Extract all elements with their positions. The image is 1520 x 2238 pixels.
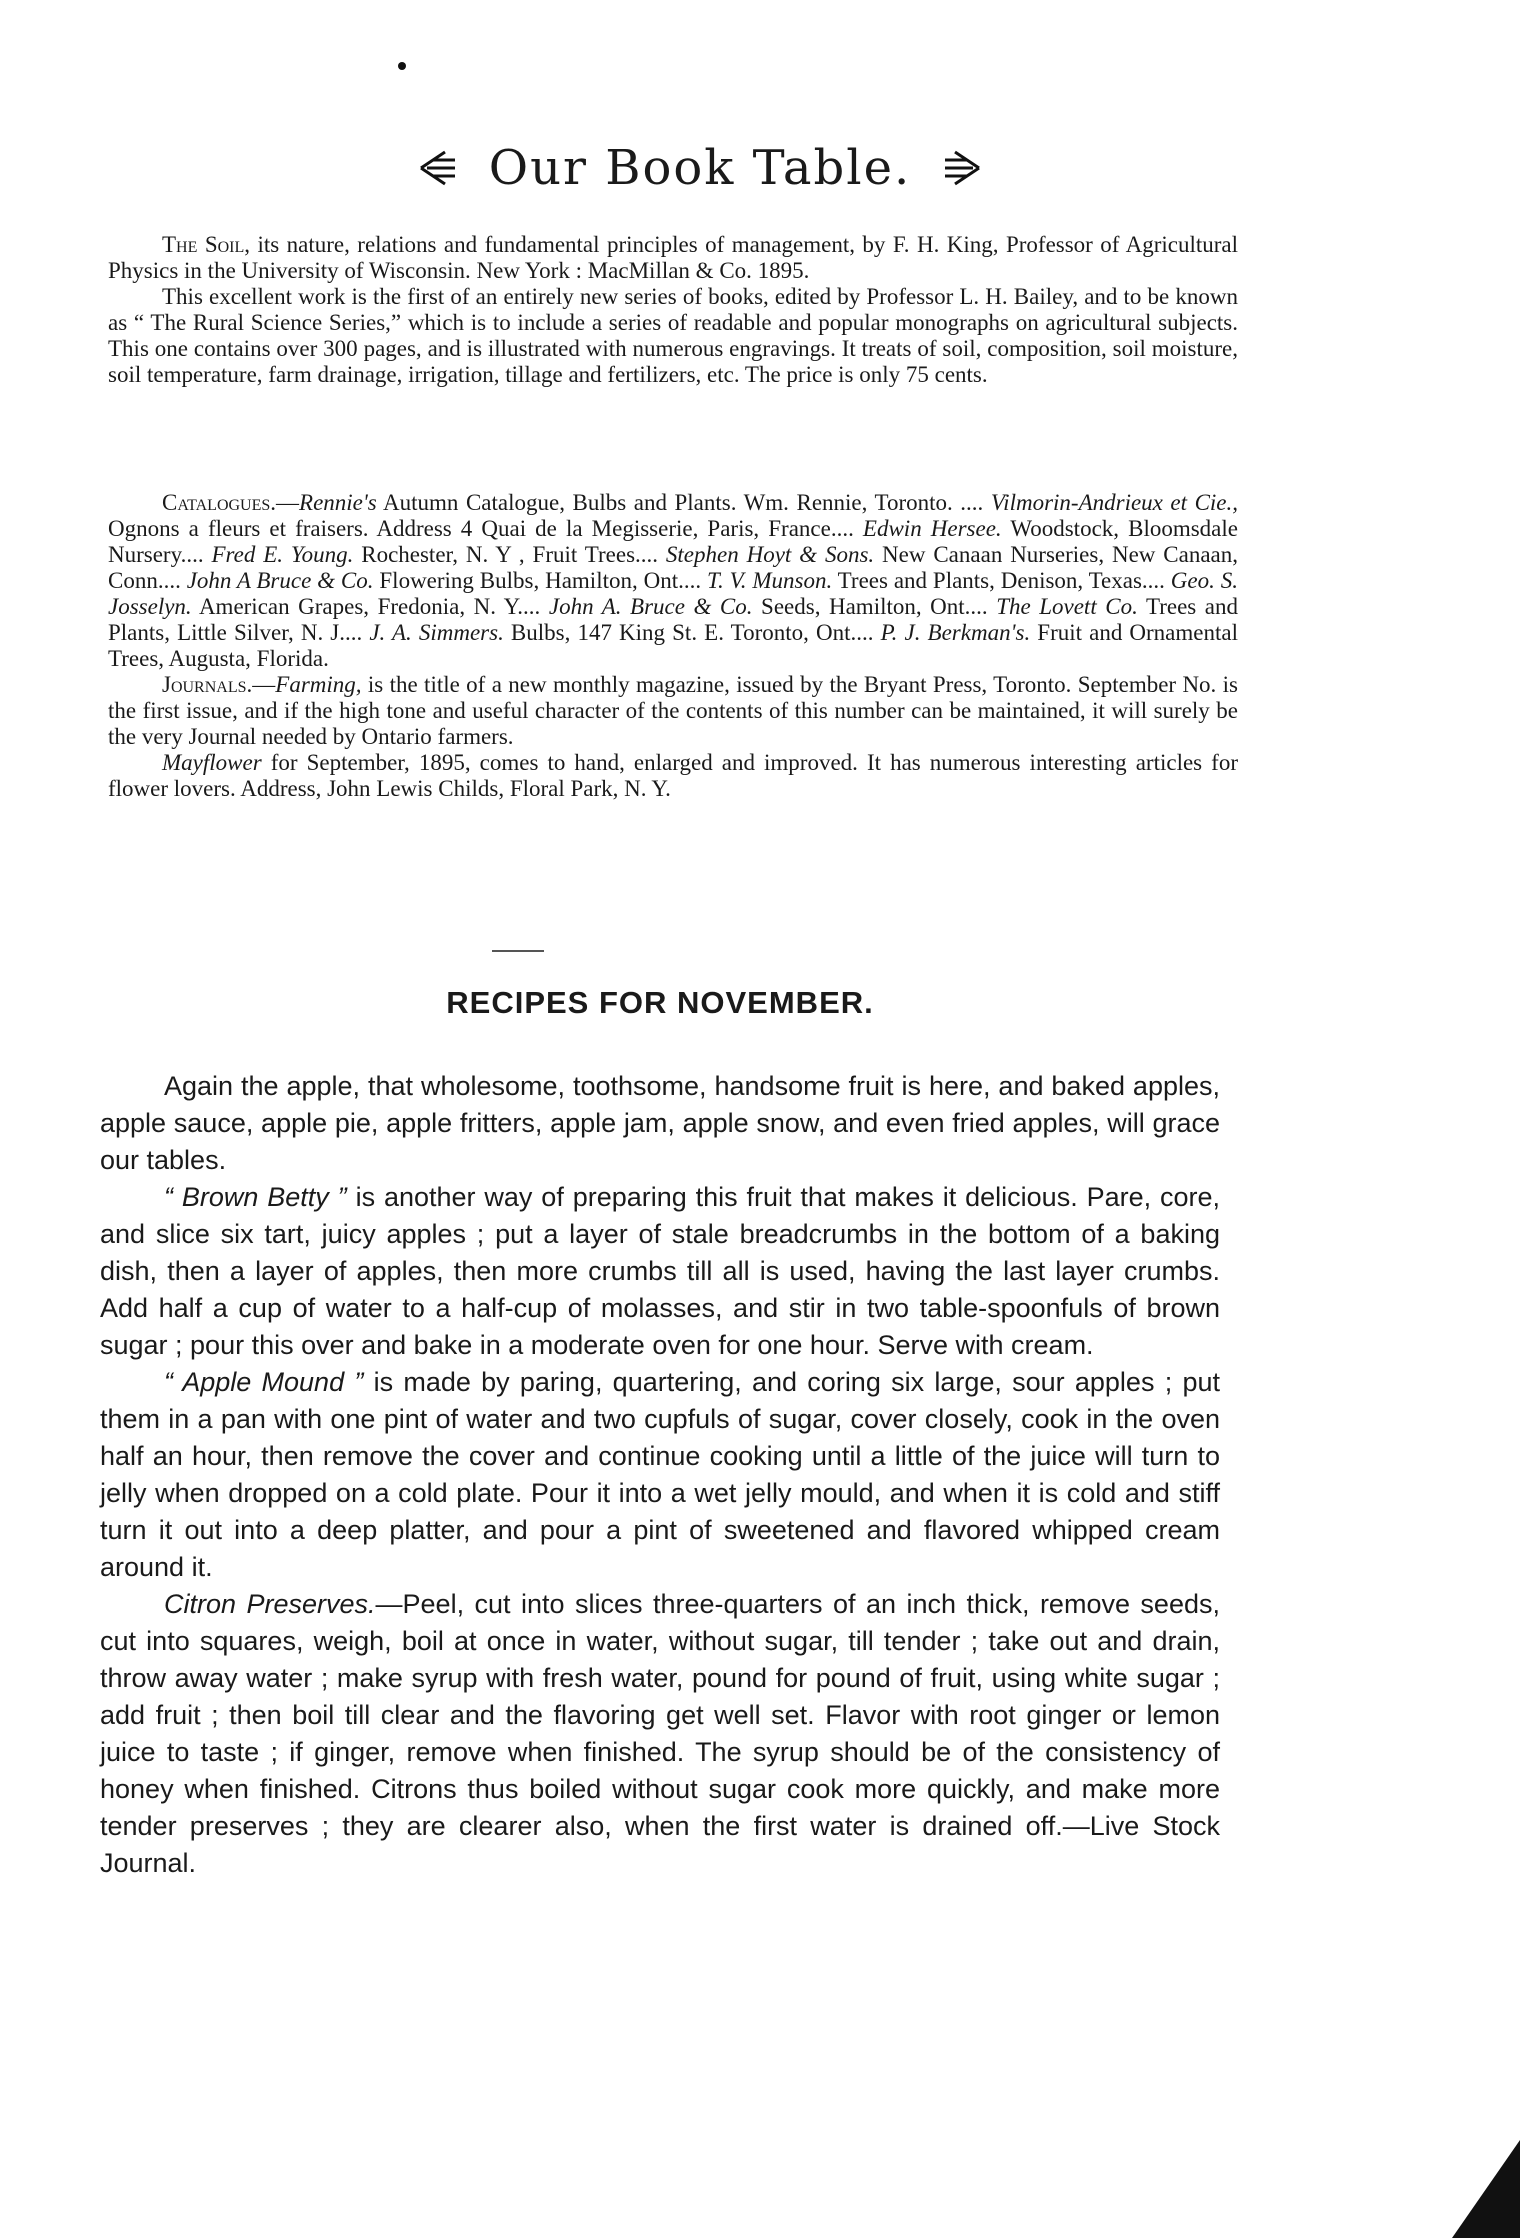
- catalogue-text: Trees and Plants, Little Silver, N. J....: [108, 594, 1238, 645]
- catalogue-name: John A Bruce & Co.: [186, 568, 374, 593]
- catalogues-block: [108, 490, 1238, 802]
- catalogues-entry: Catalogues.—Rennie's Autumn Catalogue, Bulbs and Plants. Wm. Rennie, Toronto. .... Vilmorin-Andrieux et Cie., Ognons a fleurs et fraisers. Address 4 Quai de la Megisserie, Paris, France.... Edwin Hersee. Woodstock, Bloomsdale Nursery.... Fred E. Young. Rochester, N. Y , Fruit Trees.... Stephen Hoyt & Sons. New Canaan Nurseries, New Canaan, Conn.... John A Bruce & Co. Flowering Bulbs, Hamilton, Ont.... T. V. Munson. Trees and Plants, Denison, Texas.... Geo. S. Josselyn. American Grapes, Fredonia, N. Y.... John A. Bruce & Co. Seeds, Hamilton, Ont.... The Lovett Co. Trees and Plants, Little Silver, N. J.... J. A. Simmers. Bulbs, 147 King St. E. Toronto, Ont.... P. J. Berkman's. Fruit and Ornamental Trees, Augusta, Florida.: [108, 490, 1239, 671]
- apple-mound-text: is made by paring, quartering, and coring six large, sour apples ; put them in a pan with one pint of water and two cupfuls of sugar, cover closely, cook in the oven half an hour, then remove the cover and continue cooking until a little of the juice will turn to jelly when dropped on a cold plate. Pour it into a wet jelly mould, and when it is cold and stiff turn it out into a deep platter, and pour a pint of sweetened and flavored whipped cream around it.: [100, 1367, 1220, 1582]
- catalogue-name: Fred E. Young.: [211, 542, 354, 567]
- catalogue-name: Vilmorin-Andrieux et Cie.,: [990, 490, 1239, 515]
- citron-name: Citron Preserves.: [164, 1589, 376, 1619]
- catalogue-name: Rennie's: [299, 490, 377, 515]
- soil-review-block: [108, 232, 1238, 388]
- recipe-citron: [100, 1586, 1220, 1882]
- recipe-apple-mound: [100, 1364, 1220, 1586]
- catalogue-name: Stephen Hoyt & Sons.: [665, 542, 875, 567]
- mayflower-text: for September, 1895, comes to hand, enlarged and improved. It has numerous interesting articles for flower lovers. Address, John Lewis Childs, Floral Park, N. Y.: [108, 750, 1238, 801]
- catalogue-name: P. J. Berkman's.: [880, 620, 1031, 645]
- mayflower-entry: [108, 750, 1238, 802]
- journals-lead: Journals.: [162, 672, 253, 697]
- catalogue-text: Rochester, N. Y , Fruit Trees....: [353, 542, 666, 567]
- recipe-brown-betty: [100, 1179, 1220, 1364]
- mayflower-name: Mayflower: [162, 750, 262, 775]
- soil-review: This excellent work is the first of an entirely new series of books, edited by Professor L. H. Bailey, and to be known as “ The Rural Science Series,” which is to include a series of readable and popular monographs on agricultural subjects. This one contains over 300 pages, and is illustrated with numerous engravings. It treats of soil, composition, soil moisture, soil temperature, farm drainage, irrigation, tillage and fertilizers, etc. The price is only 75 cents.: [108, 284, 1238, 387]
- catalogue-name: Geo. S. Josselyn.: [108, 568, 1238, 619]
- section-header: [380, 128, 1020, 208]
- catalogue-name: The Lovett Co.: [996, 594, 1138, 619]
- journals-text: is the title of a new monthly magazine, issued by the Bryant Press, Toronto. September No. is the first issue, and if the high tone and useful character of the contents of this number can be maintained, it will surely be the very Journal needed by Ontario farmers.: [108, 672, 1239, 749]
- recipes-body: [100, 1068, 1220, 1882]
- catalogue-list: [108, 490, 1238, 671]
- apple-mound-name: “ Apple Mound ”: [164, 1367, 364, 1397]
- soil-entry: [108, 232, 1238, 284]
- catalogue-text: Ognons a fleurs et fraisers. Address 4 Quai de la Megisserie, Paris, France....: [108, 516, 863, 541]
- catalogues-lead: Catalogues.: [162, 490, 277, 515]
- catalogue-name: J. A. Simmers.: [369, 620, 504, 645]
- catalogue-name: Edwin Hersee.: [862, 516, 1002, 541]
- catalogue-text: New Canaan Nurseries, New Canaan, Conn....: [108, 542, 1238, 593]
- journals-entry: Journals.—Farming, is the title of a new monthly magazine, issued by the Bryant Press, Toronto. September No. is the first issue, and if the high tone and useful character of the contents of this number can be maintained, it will surely be the very Journal needed by Ontario farmers.: [108, 672, 1239, 749]
- catalogue-text: Fruit and Ornamental Trees, Augusta, Florida.: [108, 620, 1238, 671]
- journal-name: Farming,: [275, 672, 362, 697]
- brown-betty-text: is another way of preparing this fruit that makes it delicious. Pare, core, and slice six tart, juicy apples ; put a layer of stale breadcrumbs in the bottom of a baking dish, then a layer of apples, then more crumbs till all is used, having the last layer crumbs. Add half a cup of water to a half-cup of molasses, and stir in two table-spoonfuls of brown sugar ; pour this over and bake in a moderate oven for one hour. Serve with cream.: [100, 1182, 1221, 1360]
- brown-betty-name: “ Brown Betty ”: [164, 1182, 347, 1212]
- catalogue-text: Flowering Bulbs, Hamilton, Ont....: [373, 568, 707, 593]
- citron-text: —Peel, cut into slices three-quarters of an inch thick, remove seeds, cut into squares, weigh, boil at once in water, without sugar, till tender ; take out and drain, throw away water ; make syrup with fresh water, pound for pound of fruit, using white sugar ; add fruit ; then boil till clear and the flavoring get well set. Flavor with root ginger or lemon juice to taste ; if ginger, remove when finished. The syrup should be of the consistency of honey when finished. Citrons thus boiled without sugar cook more quickly, and make more tender preserves ; they are clearer also, when the first water is drained off.—Live Stock Journal.: [100, 1589, 1220, 1878]
- ink-dot: [398, 62, 406, 70]
- catalogue-text: Woodstock, Bloomsdale Nursery....: [108, 516, 1238, 567]
- recipes-heading: RECIPES FOR NOVEMBER.: [446, 985, 874, 1020]
- soil-lead: The Soil,: [162, 232, 251, 257]
- page-corner-mark: [1452, 2140, 1520, 2238]
- catalogue-text: Autumn Catalogue, Bulbs and Plants. Wm. Rennie, Toronto. ....: [376, 490, 991, 515]
- catalogue-text: Trees and Plants, Denison, Texas....: [832, 568, 1171, 593]
- catalogue-text: Seeds, Hamilton, Ont....: [752, 594, 997, 619]
- catalogue-name: T. V. Munson.: [706, 568, 833, 593]
- catalogue-text: Bulbs, 147 King St. E. Toronto, Ont....: [503, 620, 881, 645]
- left-arrow-ornament-icon: [415, 146, 459, 190]
- section-title: Our Book Table.: [488, 140, 912, 196]
- divider: [492, 950, 544, 952]
- soil-text: its nature, relations and fundamental principles of management, by F. H. King, Professor of Agricultural Physics in the University of Wisconsin. New York : MacMillan & Co. 1895.: [108, 232, 1239, 283]
- catalogue-text: American Grapes, Fredonia, N. Y....: [191, 594, 549, 619]
- right-arrow-ornament-icon: [941, 146, 985, 190]
- recipe-intro: Again the apple, that wholesome, toothsome, handsome fruit is here, and baked apples, apple sauce, apple pie, apple fritters, apple jam, apple snow, and even fried apples, will grace our tables.: [100, 1071, 1220, 1175]
- catalogue-name: John A. Bruce & Co.: [548, 594, 753, 619]
